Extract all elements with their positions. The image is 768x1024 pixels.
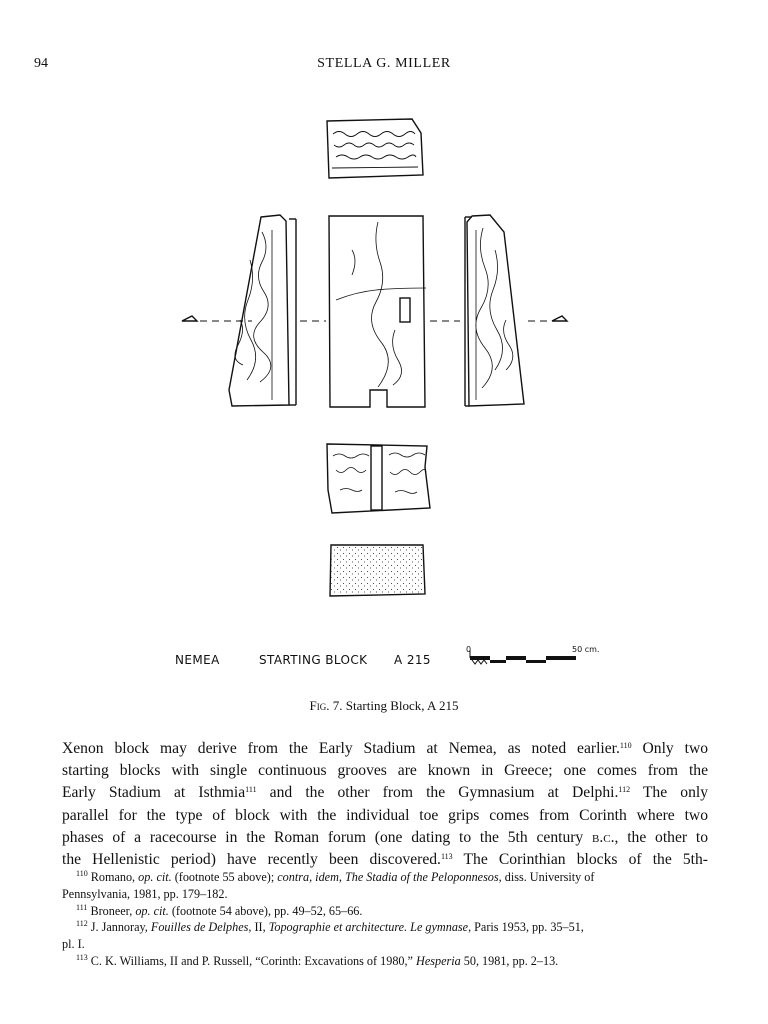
- body-line-3: [62, 782, 708, 804]
- footnote-number: 111: [76, 902, 88, 912]
- footnote-112-cont: pl. I.: [62, 937, 85, 952]
- footnote-ref: 110: [619, 741, 632, 750]
- front-view-cracks: [336, 222, 426, 387]
- footnote-111: [62, 903, 710, 920]
- footnotes: [62, 869, 710, 970]
- footnote-italic: Topographie et architecture. Le gymnase: [268, 920, 469, 935]
- footnote-ref: 111: [245, 785, 257, 795]
- body-text-run: The only: [630, 784, 708, 802]
- body-text-run: Only two: [631, 740, 708, 757]
- footnote-text: , Paris 1953, pp. 35–51,: [468, 920, 584, 935]
- right-side-texture: [476, 228, 513, 400]
- footnote-text: (footnote 54 above), pp. 49–52, 65–66.: [168, 903, 363, 918]
- figure-label-object: STARTING BLOCK: [259, 653, 368, 667]
- caption-prefix: Fig.: [309, 698, 330, 713]
- footnote-number: 110: [76, 869, 88, 878]
- technical-drawing: [0, 108, 768, 688]
- body-text-run: phases of a racecourse in the Roman forum (one dating to the 5th century: [62, 828, 593, 846]
- footnote-number: 112: [76, 919, 88, 929]
- footnote-text: , II,: [248, 920, 269, 935]
- body-text-run: the Hellenistic period) have recently been discovered.: [62, 851, 441, 869]
- body-paragraph: [62, 738, 708, 871]
- body-text-run: , the other to: [614, 828, 708, 846]
- footnote-ref: 112: [618, 785, 631, 795]
- body-text-run: Xenon block may derive from the Early Stadium at Nemea, as noted earlier.: [62, 740, 620, 757]
- scale-label-max: 50 cm.: [572, 645, 600, 654]
- footnote-italic: Hesperia: [416, 953, 461, 968]
- footnote-italic: op. cit.: [135, 903, 169, 918]
- figure-label-site: NEMEA: [175, 653, 220, 667]
- footnote-text: J. Jannoray,: [87, 920, 151, 935]
- figure-label-number: A 215: [394, 653, 431, 667]
- back-view-groove: [371, 446, 382, 510]
- footnote-ref: 113: [440, 852, 453, 862]
- figure-starting-block-drawing: [0, 108, 768, 688]
- footnote-text: (footnote 55 above);: [171, 870, 278, 884]
- footnote-italic: Fouilles de Delphes: [150, 920, 249, 935]
- section-arrow-left: [182, 316, 197, 321]
- body-line-6: [62, 849, 708, 871]
- footnote-number: 113: [76, 952, 88, 962]
- body-text-run: Early Stadium at Isthmia: [62, 784, 246, 802]
- body-line-1: [62, 738, 708, 760]
- footnote-text: C. K. Williams, II and P. Russell, “Corinth: Excavations of 1980,”: [87, 953, 417, 968]
- right-side-view: [467, 215, 524, 406]
- page-number: 94: [34, 56, 48, 71]
- bottom-view-stipple: [331, 546, 424, 595]
- body-text-run: The Corinthian blocks of the 5th-: [452, 851, 708, 869]
- running-head: STELLA G. MILLER: [317, 56, 451, 71]
- body-line-5: [62, 827, 708, 849]
- top-view-rough-surface: [332, 132, 418, 169]
- footnote-110-cont: Pennsylvania, 1981, pp. 179–182.: [62, 886, 228, 901]
- caption-text: 7. Starting Block, A 215: [332, 698, 459, 713]
- top-view-block: [327, 119, 423, 178]
- footnote-text: Romano,: [87, 870, 139, 884]
- footnote-110: [62, 869, 710, 886]
- body-line-2: starting blocks with single continuous grooves are known in Greece; one comes from the: [62, 762, 708, 780]
- footnote-text: , diss. University of: [498, 870, 595, 884]
- footnote-text: 50, 1981, pp. 2–13.: [460, 953, 559, 968]
- footnote-112: [62, 919, 710, 936]
- footnote-text: Broneer,: [87, 903, 136, 918]
- figure-caption: [0, 698, 768, 714]
- body-text-smallcaps: b.c.: [592, 828, 615, 846]
- section-arrow-right: [552, 316, 567, 321]
- body-text-run: and the other from the Gymnasium at Delphi.: [256, 784, 619, 802]
- footnote-italic: op. cit.: [138, 870, 172, 884]
- left-side-view: [229, 215, 289, 406]
- toe-grip-slot: [400, 298, 410, 322]
- scale-bar: [470, 650, 576, 664]
- scale-label-zero: 0: [466, 645, 472, 654]
- footnote-113: [62, 953, 710, 970]
- footnote-italic: contra, idem, The Stadia of the Peloponnesos: [277, 870, 499, 884]
- body-line-4: parallel for the type of block with the individual toe grips comes from Corinth where two: [62, 806, 708, 824]
